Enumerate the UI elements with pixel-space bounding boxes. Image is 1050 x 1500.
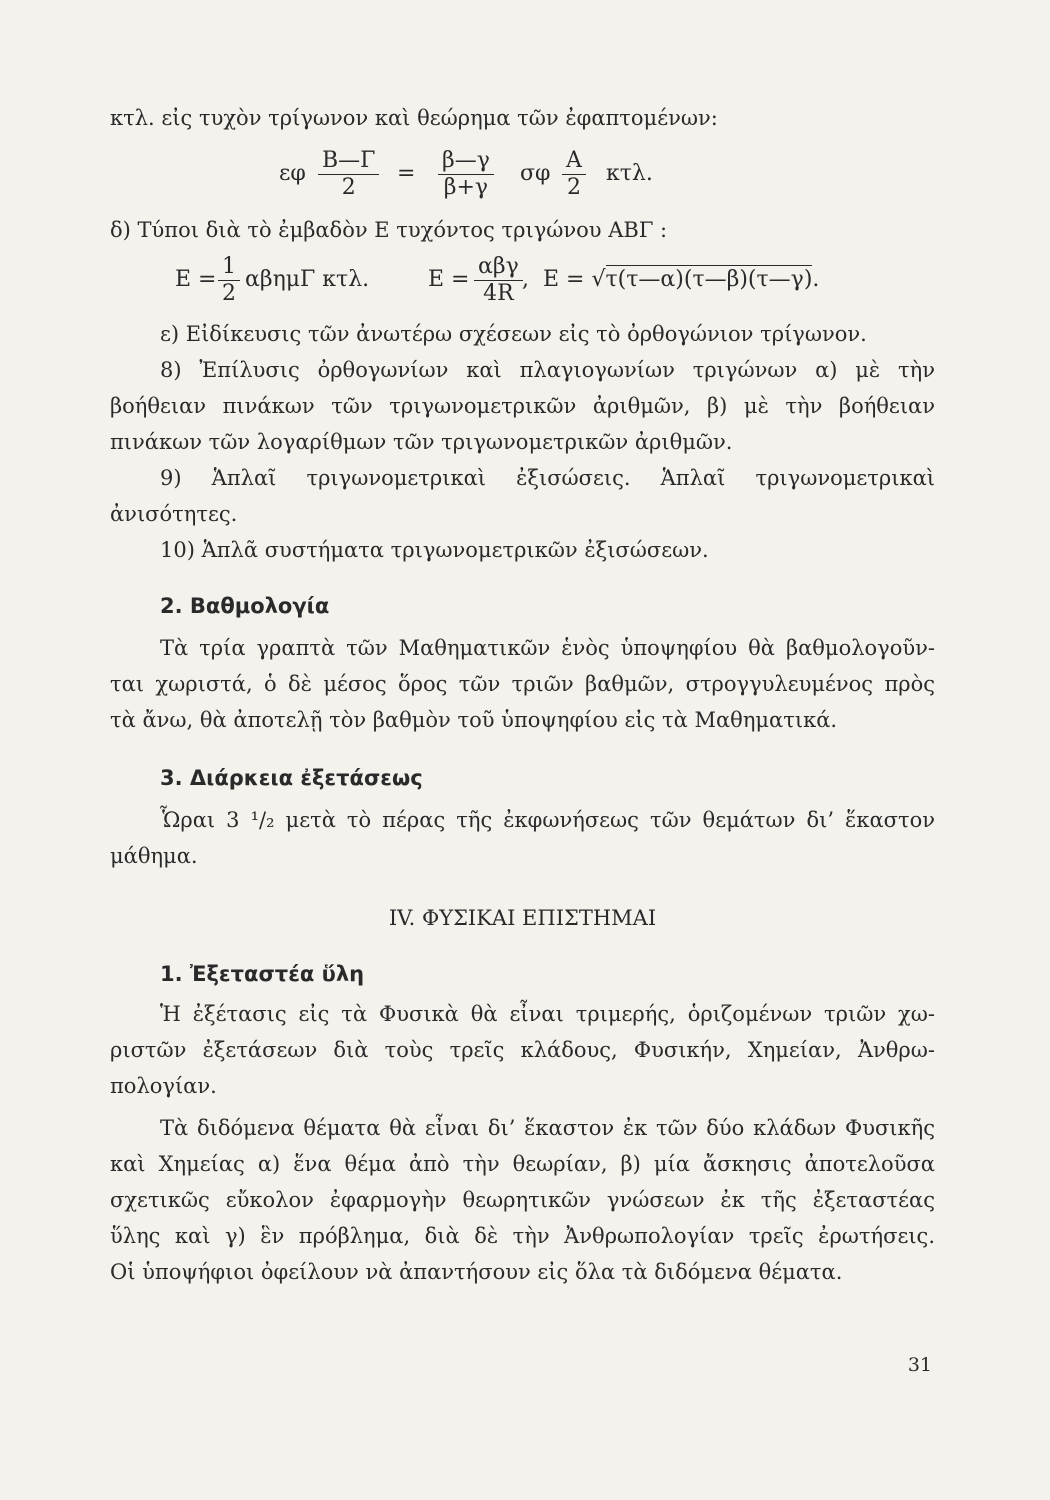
iv1-p2-line4: ὕλης καὶ γ) ἓν πρόβλημα, διὰ δὲ τὴν Ἀνθρωπολογίαν τρεῖς ἐρωτήσεις. — [110, 1224, 935, 1248]
item9-line1: 9) Ἁπλαῖ τριγωνομετρικαὶ ἐξισώσεις. Ἁπλαῖ τριγωνομετρικαὶ — [160, 466, 935, 490]
item8-line3: πινάκων τῶν λογαρίθμων τῶν τριγωνομετρικῶν ἀριθμῶν. — [110, 430, 733, 454]
area-e2: Ε = — [428, 267, 470, 292]
section3-line2: μάθημα. — [110, 844, 198, 868]
item-e: ε) Εἰδίκευσις τῶν ἀνωτέρω σχέσεων εἰς τὸ ὀρθογώνιον τρίγωνον. — [160, 322, 867, 346]
half-fraction: $\frac{1}{2}$ — [218, 254, 240, 307]
item-d: δ) Τύποι διὰ τὸ ἐμβαδὸν Ε τυχόντος τριγώνου ΑΒΓ : — [110, 218, 668, 242]
area-end: . — [812, 267, 820, 292]
page-number: 31 — [907, 1354, 932, 1376]
section2-line3: τὰ ἄνω, θὰ ἀποτελῇ τὸν βαθμὸν τοῦ ὑποψηφίου εἰς τὰ Μαθηματικά. — [110, 708, 838, 732]
iv1-p1-line1: Ἡ ἐξέτασις εἰς τὰ Φυσικὰ θὰ εἶναι τριμερής, ὁριζομένων τριῶν χω- — [160, 1002, 935, 1026]
area-e1: Ε = — [175, 267, 217, 292]
section3-heading: 3. Διάρκεια ἐξετάσεως — [160, 766, 423, 790]
section2-line2: ται χωριστά, ὁ δὲ μέσος ὅρος τῶν τριῶν βαθμῶν, στρογγυλευμένος πρὸς — [110, 672, 935, 696]
iv1-p1-line2: ριστῶν ἐξετάσεων διὰ τοὺς τρεῖς κλάδους, Φυσικήν, Χημείαν, Ἀνθρω- — [110, 1038, 935, 1062]
tan-rhs-fraction: $\frac{\beta—\gamma}{\beta+\gamma}$ — [438, 148, 494, 201]
section2-heading: 2. Βαθμολογία — [160, 594, 330, 618]
intro-line: κτλ. εἰς τυχὸν τρίγωνον καὶ θεώρημα τῶν ἐφαπτομένων: — [110, 106, 718, 130]
item8-line2: βοήθειαν πινάκων τῶν τριγωνομετρικῶν ἀριθμῶν, β) μὲ τὴν βοήθειαν — [110, 394, 935, 418]
cot-fn: σφ — [520, 161, 551, 186]
area-sep: , Ε = — [522, 267, 592, 292]
item10: 10) Ἁπλᾶ συστήματα τριγωνομετρικῶν ἐξισώσεων. — [160, 538, 709, 562]
tan-fn: εφ — [279, 161, 306, 186]
half-angle-fraction: $\frac{A}{2}$ — [562, 148, 586, 201]
area-formula — [110, 250, 935, 312]
item9-line2: ἀνισότητες. — [110, 502, 238, 526]
section-iv1-heading: 1. Ἐξεταστέα ὕλη — [160, 962, 365, 986]
iv1-p2-line2: καὶ Χημείας α) ἕνα θέμα ἀπὸ τὴν θεωρίαν, β) μία ἄσκησις ἀποτελοῦσα — [110, 1152, 935, 1176]
page-body — [110, 100, 935, 1290]
tan-lhs-fraction: $\frac{B—\Gamma}{2}$ — [318, 148, 379, 201]
part-title: IV. ΦΥΣΙΚΑΙ ΕΠΙΣΤΗΜΑΙ — [388, 906, 657, 930]
iv1-p1-line3: πολογίαν. — [110, 1074, 217, 1098]
area-part1: αβημΓ κτλ. — [245, 267, 370, 292]
iv1-p2-line1: Τὰ διδόμενα θέματα θὰ εἶναι δι’ ἕκαστον ἐκ τῶν δύο κλάδων Φυσικῆς — [160, 1116, 935, 1140]
sqrt-sign: √ — [591, 267, 606, 292]
abc-fraction: αβγ 4R — [474, 254, 523, 307]
heron-radicand: τ(τ—α)(τ—β)(τ—γ) — [605, 267, 813, 292]
section3-line1: Ὧραι 3 ¹/₂ μετὰ τὸ πέρας τῆς ἐκφωνήσεως τῶν θεμάτων δι’ ἕκαστον — [160, 808, 935, 832]
section2-line1: Τὰ τρία γραπτὰ τῶν Μαθηματικῶν ἑνὸς ὑποψηφίου θὰ βαθμολογοῦν- — [160, 636, 935, 660]
item8-line1: 8) Ἐπίλυσις ὀρθογωνίων καὶ πλαγιογωνίων τριγώνων α) μὲ τὴν — [160, 358, 935, 382]
tan-tail: κτλ. — [606, 161, 653, 186]
tangent-formula — [110, 144, 935, 206]
iv1-p2-line3: σχετικῶς εὔκολον ἐφαρμογὴν θεωρητικῶν γνώσεων ἐκ τῆς ἐξεταστέας — [110, 1188, 935, 1212]
iv1-p2-line5: Οἱ ὑποψήφιοι ὀφείλουν νὰ ἀπαντήσουν εἰς ὅλα τὰ διδόμενα θέματα. — [110, 1260, 843, 1284]
tan-eq: = — [397, 161, 416, 186]
